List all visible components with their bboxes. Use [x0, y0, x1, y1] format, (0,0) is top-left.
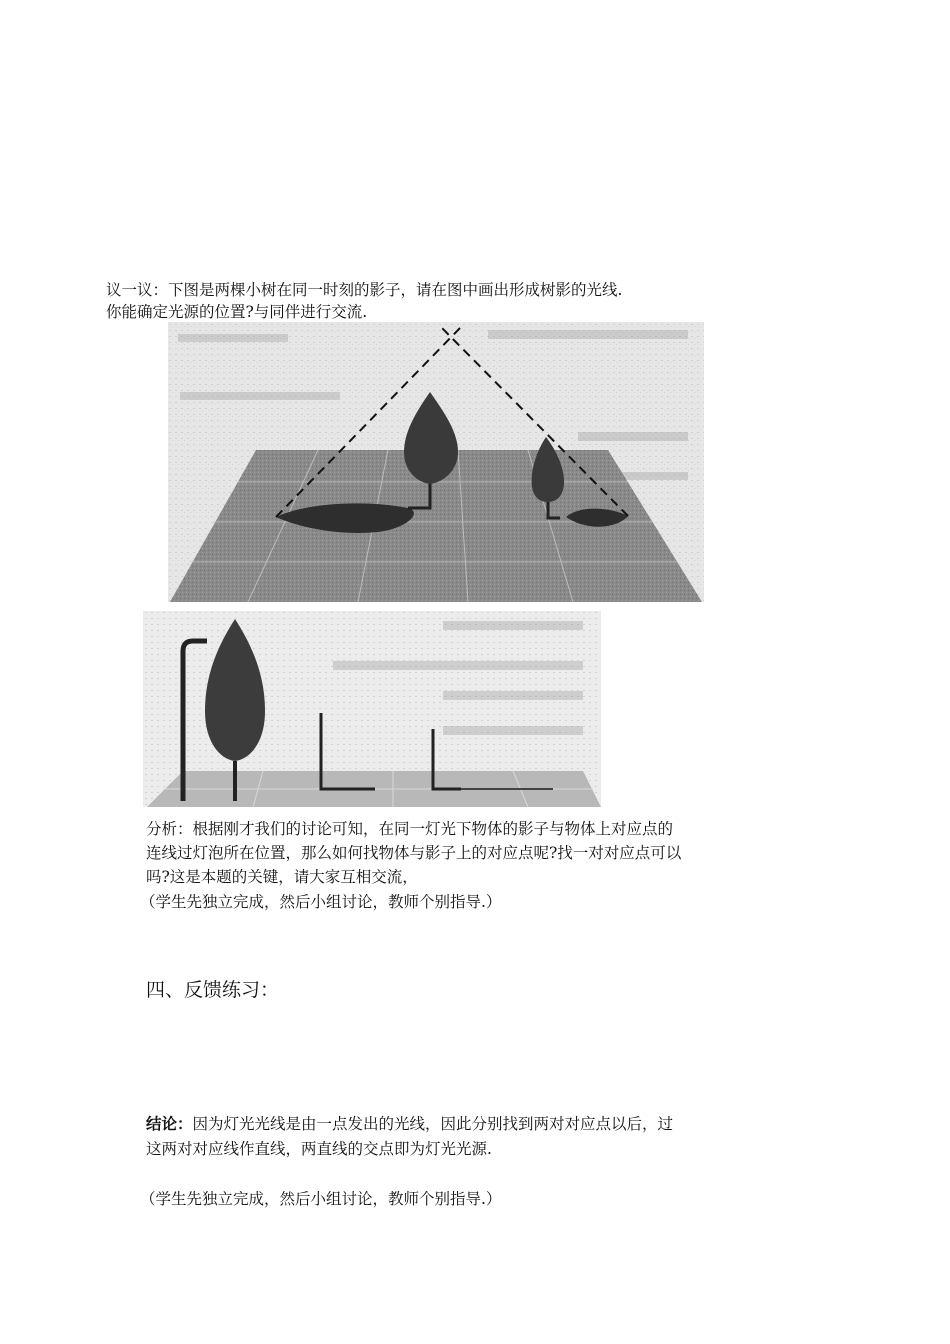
section-heading: 四、反馈练习：	[146, 979, 280, 1001]
conclusion-label: 结论：	[146, 1114, 193, 1133]
analysis-line-1: 分析：根据刚才我们的讨论可知，在同一灯光下物体的影子与物体上对应点的	[146, 820, 674, 838]
conclusion-line-1	[146, 1113, 673, 1135]
analysis-line-2: 连线过灯泡所在位置，那么如何找物体与影子上的对应点呢?找一对对应点可以	[146, 844, 682, 862]
discussion-line-1: 议一议：下图是两棵小树在同一时刻的影子，请在图中画出形成树影的光线.	[106, 281, 623, 299]
conclusion-text-1: 因为灯光光线是由一点发出的光线，因此分别找到两对对应点以后，过	[192, 1115, 674, 1133]
analysis-note: （学生先独立完成，然后小组讨论，教师个别指导.）	[140, 893, 502, 911]
two-trees-figure	[168, 322, 704, 602]
conclusion-note: （学生先独立完成，然后小组讨论，教师个别指导.）	[140, 1190, 502, 1208]
discussion-line-2: 你能确定光源的位置?与同伴进行交流.	[106, 303, 368, 321]
conclusion-line-2: 这两对对应线作直线，两直线的交点即为灯光光源.	[146, 1140, 492, 1158]
analysis-line-3: 吗?这是本题的关键，请大家互相交流，	[146, 868, 418, 886]
lamp-tree-figure	[143, 611, 601, 807]
